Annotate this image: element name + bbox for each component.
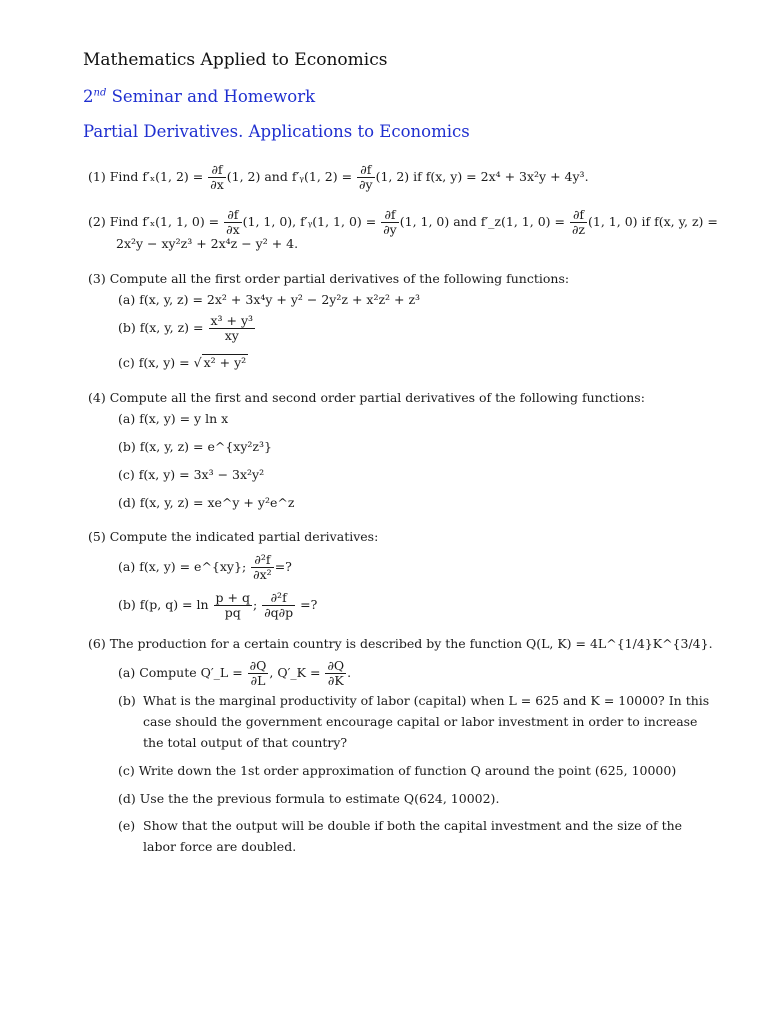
- fraction-numerator: ∂²f: [262, 591, 295, 606]
- problem-4d-formula: f(x, y, z) = xe^y + y²e^z: [139, 495, 295, 510]
- problem-2-find: Find: [109, 214, 139, 229]
- problem-5b-inner-fraction: [214, 591, 252, 620]
- problem-3: [88, 270, 569, 288]
- problem-6d-text: Use the the previous formula to estimate Q(624, 10002).: [139, 791, 500, 806]
- problem-4c-formula: f(x, y) = 3x³ − 3x²y²: [138, 467, 265, 482]
- problem-3-text: Compute all the first order partial derivatives of the following functions:: [109, 271, 570, 286]
- item-label: (c): [118, 763, 135, 778]
- problem-4-number: (4): [88, 390, 106, 405]
- problem-1-d1-right: (1, 2) and: [226, 169, 288, 184]
- problem-6c: [118, 762, 676, 780]
- problem-6c-text: Write down the 1st order approximation of function Q around the point (625, 10000): [138, 763, 677, 778]
- fraction-numerator: ∂²f: [251, 553, 274, 568]
- item-label: (a): [118, 292, 136, 307]
- problem-5b: [118, 591, 317, 620]
- fraction-numerator: x³ + y³: [210, 313, 254, 328]
- fraction-numerator: ∂f: [208, 163, 226, 178]
- problem-5a-fraction: [251, 553, 274, 582]
- document-title: Mathematics Applied to Economics: [83, 50, 388, 70]
- problem-1-d2-left: f′ᵧ(1, 2) =: [291, 169, 353, 184]
- fraction-numerator: p + q: [215, 590, 250, 605]
- problem-1-find: Find: [109, 169, 139, 184]
- problem-5b-semicolon: ;: [252, 597, 258, 612]
- problem-6b: [118, 690, 710, 753]
- item-label: (a): [118, 411, 136, 426]
- fraction-denominator: ∂x: [210, 177, 224, 192]
- problem-1-d1-left: f′ₓ(1, 2) =: [142, 169, 204, 184]
- problem-3b-left: f(x, y, z) =: [139, 320, 204, 335]
- problem-2-a-left: f′ₓ(1, 1, 0) =: [142, 214, 220, 229]
- problem-5b-fraction: [262, 591, 295, 620]
- fraction-numerator: ∂f: [570, 208, 587, 223]
- item-label: (b): [118, 320, 136, 335]
- item-label: (c): [118, 355, 135, 370]
- problem-6d: [118, 790, 499, 808]
- fraction-numerator: ∂f: [381, 208, 399, 223]
- problem-3a-formula: f(x, y, z) = 2x² + 3x⁴y + y² − 2y²z + x²z² + z³: [139, 292, 421, 307]
- fraction-denominator: pq: [224, 605, 241, 620]
- item-label: (d): [118, 495, 136, 510]
- problem-5b-left: f(p, q) = ln: [139, 597, 209, 612]
- problem-6a-mid: , Q′_K =: [269, 665, 321, 680]
- item-label: (b): [118, 597, 136, 612]
- problem-2-c-left: f′_z(1, 1, 0) =: [480, 214, 565, 229]
- problem-5a-right: =?: [274, 559, 292, 574]
- problem-2-a-fraction: [224, 208, 242, 237]
- problem-5a-left: f(x, y) = e^{xy};: [139, 559, 247, 574]
- problem-6a-right: .: [347, 665, 352, 680]
- seminar-label: Seminar and Homework: [111, 87, 316, 106]
- fraction-numerator: ∂f: [224, 208, 242, 223]
- item-label: (a): [118, 665, 136, 680]
- seminar-ordinal: 2: [83, 87, 94, 106]
- problem-1-d2-fraction: [357, 163, 375, 192]
- problem-5: [88, 528, 378, 546]
- problem-6a-fraction-2: [325, 659, 346, 688]
- fraction-denominator: ∂L: [250, 673, 266, 688]
- item-label: (a): [118, 559, 136, 574]
- problem-2: [88, 208, 718, 237]
- problem-5a: [118, 553, 292, 582]
- fraction-numerator: ∂Q: [249, 658, 267, 673]
- item-label: (e): [118, 818, 136, 833]
- problem-6a-left: Compute Q′_L =: [139, 665, 243, 680]
- problem-6e: [118, 815, 710, 857]
- problem-3c-left: f(x, y) =: [138, 355, 190, 370]
- fraction-denominator: ∂K: [327, 673, 344, 688]
- problem-2-a-right: (1, 1, 0),: [242, 214, 297, 229]
- item-label: (d): [118, 791, 136, 806]
- fraction-denominator: xy: [224, 328, 239, 343]
- problem-2-c-fraction: [570, 208, 587, 237]
- problem-4-text: Compute all the first and second order partial derivatives of the following functions:: [109, 390, 645, 405]
- problem-4a-formula: f(x, y) = y ln x: [139, 411, 229, 426]
- sqrt-sign: √: [193, 355, 202, 370]
- problem-4d: [118, 494, 294, 512]
- problem-3b-fraction: [209, 314, 256, 343]
- problem-3a: [118, 291, 420, 309]
- seminar-heading: [83, 87, 315, 106]
- problem-3-number: (3): [88, 271, 106, 286]
- problem-6a: [118, 659, 351, 688]
- problem-2-line-2: 2x²y − xy²z³ + 2x⁴z − y² + 4.: [116, 236, 299, 251]
- seminar-ordinal-suffix: nd: [93, 87, 107, 99]
- fraction-numerator: ∂Q: [327, 658, 345, 673]
- problem-2-c-right: (1, 1, 0) if f(x, y, z) =: [588, 214, 718, 229]
- item-label: (c): [118, 467, 135, 482]
- problem-5-number: (5): [88, 529, 106, 544]
- problem-4b-formula: f(x, y, z) = e^{xy²z³}: [139, 439, 272, 454]
- problem-1: [88, 163, 589, 192]
- problem-2-b-left: f′ᵧ(1, 1, 0) =: [300, 214, 377, 229]
- fraction-denominator: ∂x: [226, 222, 240, 237]
- sqrt-radicand: x² + y²: [203, 355, 247, 370]
- problem-4b: [118, 438, 272, 456]
- section-heading: Partial Derivatives. Applications to Economics: [83, 122, 470, 141]
- problem-3b: [118, 314, 256, 343]
- problem-2-b-fraction: [381, 208, 399, 237]
- item-label: (b): [118, 439, 136, 454]
- item-label: (b): [118, 693, 136, 708]
- fraction-numerator: ∂f: [357, 163, 375, 178]
- problem-5-text: Compute the indicated partial derivatives:: [109, 529, 379, 544]
- problem-1-number: (1): [88, 169, 106, 184]
- problem-6: [88, 635, 713, 653]
- problem-2-b-right: (1, 1, 0) and: [399, 214, 477, 229]
- fraction-denominator: ∂q∂p: [264, 605, 294, 620]
- problem-4c: [118, 466, 264, 484]
- problem-3c: [118, 354, 248, 372]
- problem-6e-text: Show that the output will be double if both the capital investment and the size of the labor force are doubled.: [143, 818, 683, 854]
- problem-1-d1-fraction: [208, 163, 226, 192]
- problem-6-text: The production for a certain country is described by the function Q(L, K) = 4L^{1/4}K^{3/4}.: [109, 636, 713, 651]
- problem-2-number: (2): [88, 214, 106, 229]
- problem-5b-right: =?: [300, 597, 318, 612]
- problem-4a: [118, 410, 228, 428]
- problem-1-d2-right: (1, 2) if f(x, y) = 2x⁴ + 3x²y + 4y³.: [375, 169, 589, 184]
- problem-6a-fraction-1: [248, 659, 269, 688]
- problem-6-number: (6): [88, 636, 106, 651]
- fraction-denominator: ∂y: [383, 222, 397, 237]
- fraction-denominator: ∂z: [571, 222, 586, 237]
- problem-6b-text: What is the marginal productivity of labor (capital) when L = 625 and K = 10000? In this case should the government encourage capital or labor investment in order to increase the total output of that country?: [143, 693, 710, 750]
- fraction-denominator: ∂x²: [253, 567, 272, 582]
- problem-4: [88, 389, 645, 407]
- fraction-denominator: ∂y: [359, 177, 373, 192]
